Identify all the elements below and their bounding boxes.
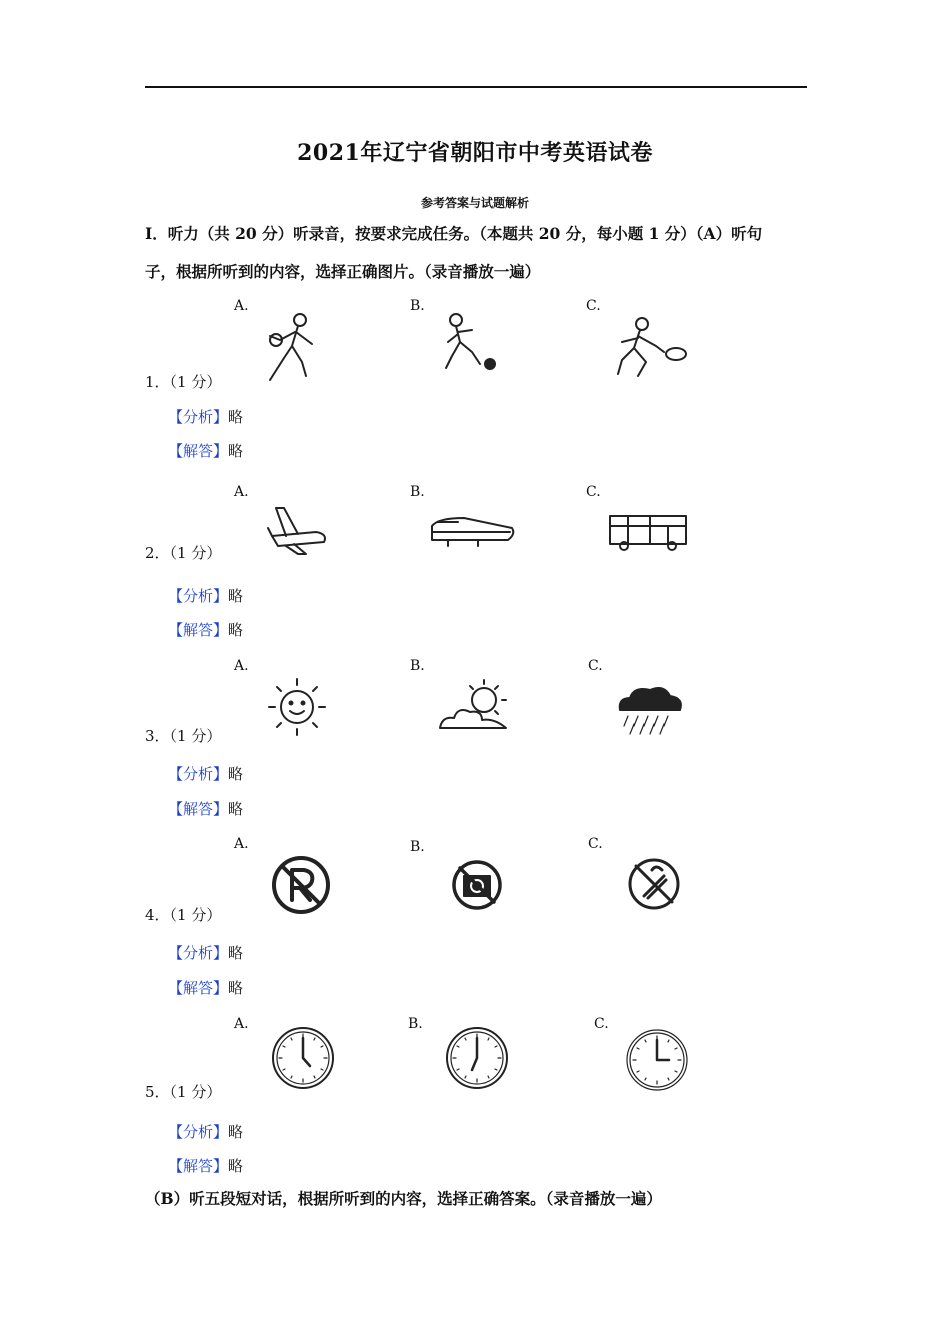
option-b-label: B. [410,298,425,314]
answer-label: 【解答】 [168,442,229,460]
answer-row [168,440,243,461]
airplane-icon [266,502,330,556]
analysis-row [168,585,243,606]
option-c-label: C. [588,836,603,852]
analysis-row [168,942,243,963]
clock-icon [270,1026,336,1090]
question-number: 3．（1 分） [145,727,222,745]
answer-text: 略 [228,621,244,639]
analysis-text: 略 [228,587,244,605]
option-a-label: A. [234,1016,249,1032]
analysis-text: 略 [228,765,244,783]
analysis-label: 【分析】 [168,587,229,605]
analysis-label: 【分析】 [168,944,229,962]
section-b-intro: （B）听五段短对话，根据所听到的内容，选择正确答案。（录音播放一遍） [145,1189,662,1208]
question-number: 1．（1 分） [145,373,222,391]
no-camera-icon [450,858,504,912]
badminton-player-icon [612,316,692,380]
page-subtitle: 参考答案与试题解析 [420,196,529,210]
question-number: 2．（1 分） [145,544,222,562]
answer-text: 略 [228,1157,244,1175]
answer-row [168,619,243,640]
clock-icon [624,1028,690,1092]
answer-label: 【解答】 [168,1157,229,1175]
option-b-label: B. [410,484,425,500]
answer-label: 【解答】 [168,979,229,997]
no-smoking-icon [626,856,682,912]
question-number: 5．（1 分） [145,1083,222,1101]
partly-cloudy-icon [436,676,512,738]
option-b-label: B. [410,658,425,674]
option-c-label: C. [594,1016,609,1032]
answer-label: 【解答】 [168,800,229,818]
answer-label: 【解答】 [168,621,229,639]
answer-text: 略 [228,979,244,997]
section-intro-line2: 子，根据所听到的内容，选择正确图片。（录音播放一遍） [145,262,541,281]
analysis-label: 【分析】 [168,1123,229,1141]
answer-row [168,1155,243,1176]
header-rule [145,86,807,88]
basketball-player-icon [262,310,326,382]
answer-text: 略 [228,800,244,818]
sun-icon [264,676,330,738]
analysis-row [168,406,243,427]
option-a-label: A. [234,484,249,500]
no-parking-icon [270,854,332,916]
train-icon [428,512,520,548]
soccer-player-icon [440,312,504,376]
answer-row [168,798,243,819]
analysis-label: 【分析】 [168,408,229,426]
option-c-label: C. [586,298,601,314]
page-title: 2021年辽宁省朝阳市中考英语试卷 [297,140,653,166]
option-b-label: B. [410,839,425,855]
analysis-row [168,763,243,784]
analysis-text: 略 [228,944,244,962]
option-c-label: C. [586,484,601,500]
option-b-label: B. [408,1016,423,1032]
section-intro-line1: Ⅰ．听力（共 20 分）听录音，按要求完成任务。（本题共 20 分，每小题 1 分）（A）听句 [145,224,763,243]
rain-icon [614,680,686,736]
bus-icon [606,512,692,552]
analysis-text: 略 [228,408,244,426]
clock-icon [444,1026,510,1090]
question-number: 4．（1 分） [145,906,222,924]
analysis-label: 【分析】 [168,765,229,783]
option-a-label: A. [234,658,249,674]
answer-text: 略 [228,442,244,460]
analysis-row [168,1121,243,1142]
answer-row [168,977,243,998]
option-a-label: A. [234,836,249,852]
option-a-label: A. [234,298,249,314]
option-c-label: C. [588,658,603,674]
analysis-text: 略 [228,1123,244,1141]
